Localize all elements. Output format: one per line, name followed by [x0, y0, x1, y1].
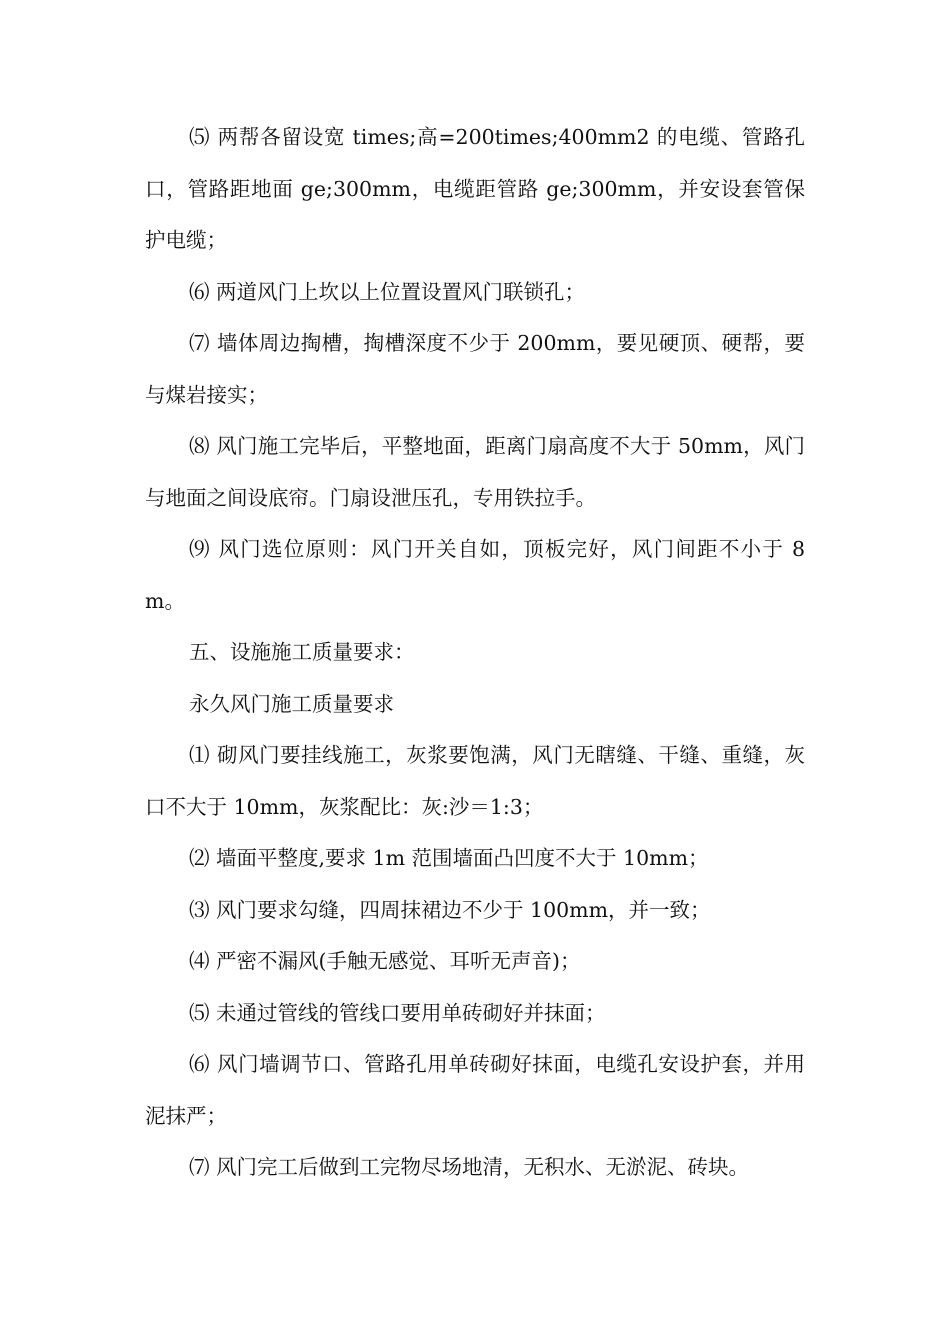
- quality-item-4-airtight: ⑷ 严密不漏风(手触无感觉、耳听无声音)；: [189, 949, 581, 973]
- quality-item-5-unused-openings: ⑸ 未通过管线的管线口要用单砖砌好并抹面；: [189, 1000, 606, 1025]
- paragraph-item-6-interlock-hole: ⑹ 两道风门上坎以上位置设置风门联锁孔；: [189, 279, 586, 304]
- paragraph-item-9-location-principle: ⑼ 风门选位原则：风门开关自如，顶板完好，风门间距不小于 8m。: [145, 537, 805, 613]
- paragraph-item-8-floor-leveling: ⑻ 风门施工完毕后，平整地面，距离门扇高度不大于 50mm，风门与地面之间设底帘。门扇设泄压孔，专用铁拉手。: [145, 434, 805, 510]
- quality-item-7-site-cleanup: ⑺ 风门完工后做到工完物尽场地清，无积水、无淤泥、砖块。: [189, 1155, 750, 1179]
- quality-item-3-pointing: ⑶ 风门要求勾缝，四周抹裙边不少于 100mm，并一致；: [189, 897, 711, 922]
- quality-item-1-masonry: ⑴ 砌风门要挂线施工，灰浆要饱满，风门无瞎缝、干缝、重缝，灰口不大于 10mm，灰浆配比：灰:沙＝1:3；: [145, 743, 805, 819]
- section-heading-quality-requirements: 五、设施施工质量要求：: [189, 640, 415, 664]
- document-body: [145, 112, 805, 1194]
- quality-item-2-flatness: ⑵ 墙面平整度,要求 1m 范围墙面凸凹度不大于 10mm；: [189, 846, 709, 870]
- quality-item-6-regulating-openings: ⑹ 风门墙调节口、管路孔用单砖砌好抹面，电缆孔安设护套，并用泥抹严；: [145, 1052, 805, 1128]
- subheading-permanent-door-quality: 永久风门施工质量要求: [189, 691, 394, 716]
- paragraph-item-5-cable-holes: ⑸ 两帮各留设宽 times;高=200times;400mm2 的电缆、管路孔口，管路距地面 ge;300mm，电缆距管路 ge;300mm，并安设套管保护电缆；: [145, 125, 805, 252]
- paragraph-item-7-wall-groove: ⑺ 墙体周边掏槽，掏槽深度不少于 200mm，要见硬顶、硬帮，要与煤岩接实；: [145, 331, 805, 407]
